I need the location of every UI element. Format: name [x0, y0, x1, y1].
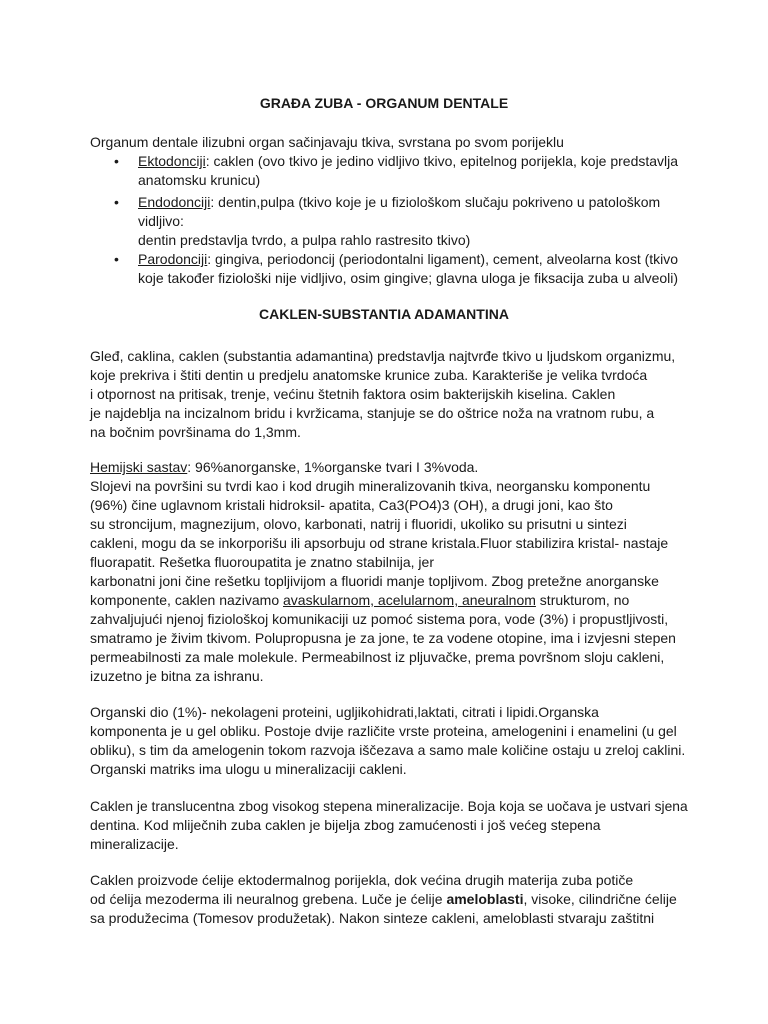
bullet-endodonciji-line [138, 193, 660, 212]
ameloblasti-term: ameloblasti [446, 891, 524, 907]
line-text: Gleđ, caklina, caklen (substantia adamantina) predstavlja najtvrđe tkivo u ljudskom organizmu, [90, 348, 676, 364]
underlined-terms: avaskularnom, acelularnom, aneuralnom [283, 592, 536, 608]
bullet-text: : gingiva, periodoncij (periodontalni ligament), cement, alveolarna kost (tkivo [207, 251, 679, 267]
paragraph-line: sa produžecima (Tomesov produžetak). Nakon sinteze cakleni, ameloblasti stvaraju zaštitni [90, 910, 655, 926]
bullet-text: : caklen (ovo tkivo je jedino vidljivo tkivo, epitelnog porijekla, koje predstavlja [205, 153, 679, 169]
intro-paragraph: Organum dentale ilizubni organ sačinjavaju tkiva, svrstana po svom porijeklu [90, 134, 564, 150]
bullet-marker: • [114, 194, 119, 210]
bullet-marker: • [114, 251, 119, 267]
line-text: strukturom, no [535, 592, 630, 608]
bullet-text: : dentin,pulpa (tkivo koje je u fiziološkom slučaju pokriveno u patološkom [210, 194, 661, 210]
paragraph-line: su stroncijum, magnezijum, olovo, karbonati, natrij i fluoridi, ukoliko su prisutni u sintezi [90, 516, 627, 532]
paragraph-line: smatramo je živim tkivom. Polupropusna je za jone, te za vodene otopine, ima i izvjesni stepen [90, 630, 676, 646]
paragraph-line [90, 591, 629, 610]
line-text: komponente, caklen nazivamo [90, 592, 283, 608]
paragraph-line: izuzetno je bitna za ishranu. [90, 668, 264, 684]
paragraph-line: dentina. Kod mliječnih zuba caklen je bijelja zbog zamućenosti i još većeg stepena [90, 817, 601, 833]
bullet-continuation: anatomsku krunicu) [138, 172, 261, 188]
paragraph-line: (96%) čine uglavnom kristali hidroksil- apatita, Ca3(PO4)3 (OH), a drugi joni, kao što [90, 497, 613, 513]
paragraph-line: Organski matriks ima ulogu u mineralizaciji cakleni. [90, 761, 407, 777]
paragraph-line: na bočnim površinama do 1,3mm. [90, 424, 301, 440]
line-text: od ćelija mezoderma ili neuralnog grebena. Luče je ćelije [90, 891, 447, 907]
paragraph-line: Organski dio (1%)- nekolageni proteini, ugljikohidrati,laktati, citrati i lipidi.Organska [90, 704, 599, 720]
paragraph-line: mineralizacije. [90, 836, 179, 852]
paragraph-line: permeabilnosti za male molekule. Permeabilnost iz pljuvačke, prema površnom sloju cakleni, [90, 649, 665, 665]
bullet-marker: • [114, 153, 119, 169]
paragraph-line: zahvaljujući njenoj fiziološkoj komunikaciji uz pomoć sistema pora, vode (3%) i propustljivosti, [90, 611, 669, 627]
document-title: GRAĐA ZUBA - ORGANUM DENTALE [259, 95, 509, 111]
term-ektodonciji: Ektodonciji [138, 153, 206, 169]
paragraph-line: karbonatni joni čine rešetku topljivijom a fluoridi manje topljivom. Zbog pretežne anorganske [90, 573, 659, 589]
paragraph-line: Caklen je translucentna zbog visokog stepena mineralizacije. Boja koja se uočava je ustvari sjena [90, 798, 688, 814]
paragraph-line: obliku), s tim da amelogenin tokom razvoja iščezava a samo male količine ostaju u zreloj caklini. [90, 742, 686, 758]
paragraph-line: i otpornost na pritisak, trenje, većinu štetnih faktora osim bakterijskih kiselina. Caklen [90, 386, 616, 402]
chemical-composition-line [90, 458, 478, 477]
paragraph-line: Caklen proizvode ćelije ektodermalnog porijekla, dok većina drugih materija zuba potiče [90, 872, 634, 888]
section-title: CAKLEN-SUBSTANTIA ADAMANTINA [259, 306, 509, 322]
bullet-continuation: vidljivo: [138, 213, 184, 229]
line-text: , visoke, cilindrične ćelije [523, 891, 677, 907]
paragraph-line: je najdeblja na incizalnom bridu i kvržicama, stanjuje se do oštrice noža na vratnom rubu, a [90, 405, 655, 421]
term-endodonciji: Endodonciji [138, 194, 211, 210]
bullet-parodonciji-line [138, 250, 678, 269]
bullet-ektodonciji-line [138, 152, 678, 171]
paragraph-line: Slojevi na površini su tvrdi kao i kod drugih mineralizovanih tkiva, neorgansku komponentu [90, 478, 651, 494]
line-text: : 96%anorganske, 1%organske tvari I 3%voda. [187, 459, 479, 475]
paragraph-line: cakleni, mogu da se inkorporišu ili apsorbuju od strane kristala.Fluor stabilizira kristal- nastaje [90, 535, 669, 551]
paragraph-line: koje prekriva i štiti dentin u predjelu anatomske krunice zuba. Karakteriše je velika tvrdoća [90, 367, 648, 383]
bullet-continuation: dentin predstavlja tvrdo, a pulpa rahlo rastresito tkivo) [138, 232, 471, 248]
paragraph-line: fluorapatit. Rešetka fluoroupatita je znatno stabilnija, jer [90, 554, 434, 570]
bullet-continuation: koje također fiziološki nije vidljivo, osim gingive; glavna uloga je fiksacija zuba u alveoli) [138, 270, 679, 286]
paragraph-line: komponenta je u gel obliku. Postoje dvije različite vrste proteina, amelogenini i enamelini (u gel [90, 723, 677, 739]
chemical-composition-label: Hemijski sastav [90, 459, 188, 475]
paragraph-line [90, 890, 677, 909]
term-parodonciji: Parodonciji [138, 251, 208, 267]
paragraph-line [90, 347, 678, 366]
